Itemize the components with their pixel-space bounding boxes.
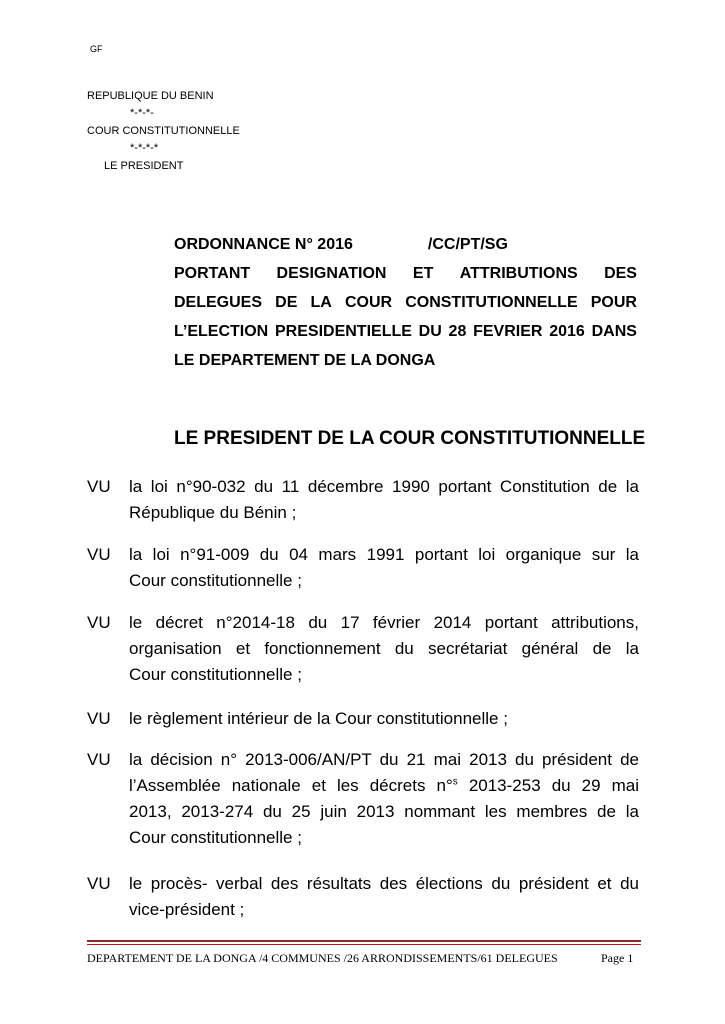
title-word: LE DEPARTEMENT DE LA DONGA <box>174 352 436 369</box>
header-president: LE PRESIDENT <box>104 160 184 172</box>
vu-line: la décision n° 2013-006/AN/PT du 21 mai 2013 du président de <box>129 750 639 769</box>
footer-rule-thin <box>87 944 641 945</box>
title-word: DANS <box>591 323 637 340</box>
vu-line: organisation et fonctionnement du secrétariat général de la <box>129 639 639 658</box>
vu-item <box>87 474 639 526</box>
vu-label: VU <box>87 545 111 564</box>
title-word: POUR <box>590 294 637 311</box>
header-separator-2: *-*-*-* <box>130 142 159 154</box>
vu-text <box>129 474 639 526</box>
title-word: CONSTITUTIONNELLE <box>405 294 578 311</box>
vu-label: VU <box>87 613 111 632</box>
vu-item <box>87 706 639 732</box>
title-word: L’ELECTION <box>174 323 269 340</box>
vu-item <box>87 542 639 594</box>
vu-line: la loi n°90-032 du 11 décembre 1990 portant Constitution de la <box>129 477 639 496</box>
title-word: ET <box>412 265 434 282</box>
vu-line-part: l’Assemblée nationale et les décrets n° <box>129 776 453 795</box>
vu-line: le décret n°2014-18 du 17 février 2014 portant attributions, <box>129 613 639 632</box>
vu-item <box>87 747 639 851</box>
title-line-2 <box>174 288 637 317</box>
vu-line: la loi n°91-009 du 04 mars 1991 portant loi organique sur la <box>129 545 639 564</box>
vu-line: Cour constitutionnelle ; <box>129 665 302 684</box>
footer-department: DEPARTEMENT DE LA DONGA /4 COMMUNES /26 ARRONDISSEMENTS/61 DELEGUES <box>87 951 558 965</box>
vu-item <box>87 610 639 688</box>
vu-line: le procès- verbal des résultats des élections du président et du <box>129 874 639 893</box>
title-word: PORTANT <box>174 265 251 282</box>
vu-line: vice-président ; <box>129 900 245 919</box>
title-word: 28 <box>448 323 467 340</box>
title-word: DELEGUES <box>174 294 263 311</box>
title-word: DES <box>604 265 637 282</box>
vu-line-part: 2013-253 du 29 mai <box>457 776 639 795</box>
vu-label: VU <box>87 874 111 893</box>
header-republic: REPUBLIQUE DU BENIN <box>87 90 214 102</box>
header-court: COUR CONSTITUTIONNELLE <box>87 125 240 137</box>
title-word: LA <box>310 294 332 311</box>
vu-line-decrets <box>129 773 639 799</box>
title-line-3 <box>174 317 637 346</box>
ordonnance-number: ORDONNANCE N° 2016 <box>174 236 353 253</box>
footer-rule <box>87 940 641 942</box>
vu-label: VU <box>87 477 111 496</box>
vu-line: République du Bénin ; <box>129 503 297 522</box>
superscript: s <box>452 776 458 788</box>
title-line-1 <box>174 259 637 288</box>
vu-text <box>129 610 639 688</box>
title-word: DESIGNATION <box>276 265 387 282</box>
vu-line: le règlement intérieur de la Cour constitutionnelle ; <box>129 709 508 728</box>
page-number: Page 1 <box>601 951 634 965</box>
vu-label: VU <box>87 750 111 769</box>
vu-line: 2013, 2013-274 du 25 juin 2013 nommant les membres de la <box>129 802 639 821</box>
vu-label: VU <box>87 709 111 728</box>
title-word: ATTRIBUTIONS <box>459 265 578 282</box>
vu-text <box>129 542 639 594</box>
vu-text <box>129 871 639 923</box>
title-word: DE <box>275 294 298 311</box>
president-heading: LE PRESIDENT DE LA COUR CONSTITUTIONNELLE <box>174 428 646 449</box>
title-word: 2016 <box>549 323 585 340</box>
ordonnance-reference: /CC/PT/SG <box>427 236 508 253</box>
title-word: DU <box>418 323 442 340</box>
header-separator-1: *-*-*- <box>130 107 154 119</box>
author-initials: GF <box>90 44 103 54</box>
ordonnance-title <box>174 230 637 375</box>
title-line-ordonnance <box>174 230 637 259</box>
title-word: PRESIDENTIELLE <box>275 323 412 340</box>
vu-text <box>129 747 639 851</box>
vu-line: Cour constitutionnelle ; <box>129 828 302 847</box>
title-line-4 <box>174 346 637 375</box>
title-word: FEVRIER <box>473 323 543 340</box>
vu-item <box>87 871 639 923</box>
vu-line: Cour constitutionnelle ; <box>129 571 302 590</box>
title-word: COUR <box>344 294 393 311</box>
vu-text <box>129 706 639 732</box>
